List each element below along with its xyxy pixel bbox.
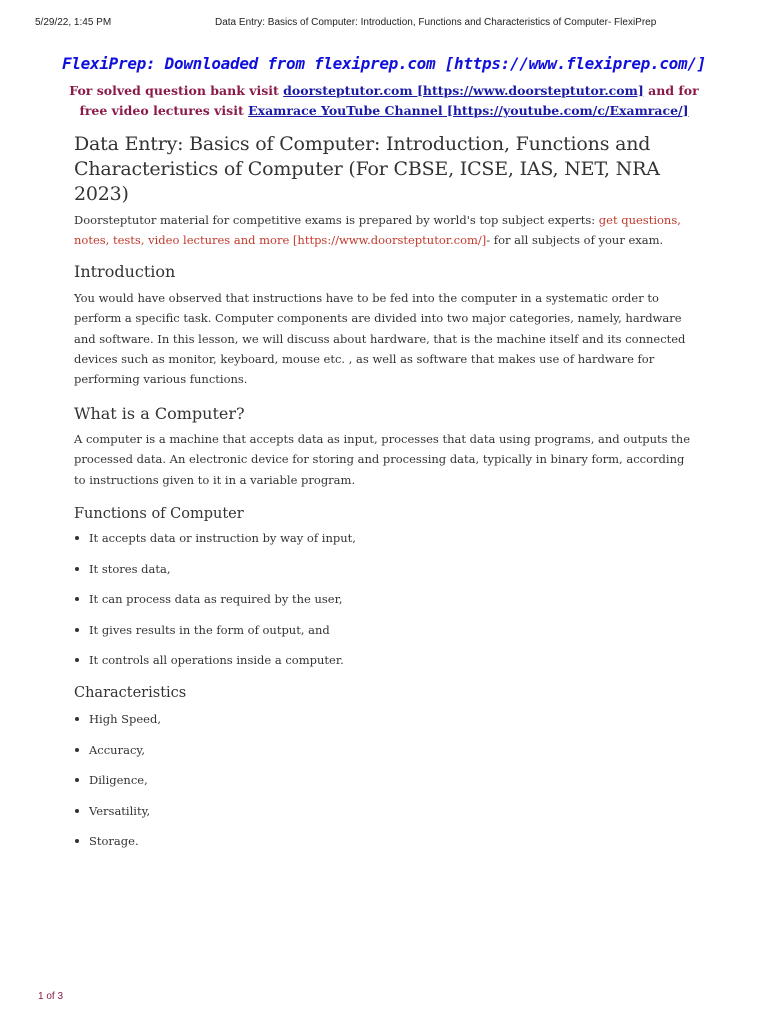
what-is-computer-heading: What is a Computer? [74,404,245,423]
print-header [0,17,768,31]
characteristics-heading: Characteristics [74,685,187,701]
promo-text-2: and for free video lectures visit [79,83,699,118]
lead-link[interactable]: get questions, notes, tests, video lectures and more [https://www.doorsteptutor.com/] [74,213,681,247]
introduction-heading: Introduction [74,262,176,281]
list-item: It controls all operations inside a computer. [89,653,698,684]
list-item: It can process data as required by the user, [89,592,698,623]
list-item: Versatility, [89,804,698,835]
list-item: It stores data, [89,562,698,593]
what-is-computer-text: A computer is a machine that accepts data as input, processes that data using programs, and outputs the processed data. An electronic device for storing and processing data, typically in binary form, according to instructions given to it in a variable program. [74,432,691,487]
lead-text: Doorsteptutor material for competitive exams is prepared by world's top subject experts: [74,213,599,227]
print-page-title: Data Entry: Basics of Computer: Introduction, Functions and Characteristics of Computer- FlexiPrep [215,17,657,28]
promo-notice [60,81,708,121]
lead-tail: - for all subjects of your exam. [486,233,664,247]
doorsteptutor-link[interactable]: doorsteptutor.com [https://www.doorsteptutor.com] [283,83,644,98]
article-lead [74,210,698,250]
list-item: High Speed, [89,712,698,743]
characteristics-list [74,712,698,865]
print-datetime: 5/29/22, 1:45 PM [35,17,112,28]
list-item: Diligence, [89,773,698,804]
page-number: 1 of 3 [38,991,64,1002]
list-item: It gives results in the form of output, and [89,623,698,654]
flexiprep-banner: FlexiPrep: Downloaded from flexiprep.com [https://www.flexiprep.com/] [62,54,706,73]
functions-list [74,531,698,684]
list-item: It accepts data or instruction by way of input, [89,531,698,562]
promo-text-1: For solved question bank visit [69,83,284,98]
examrace-youtube-link[interactable]: Examrace YouTube Channel [https://youtube.com/c/Examrace/] [248,103,689,118]
functions-heading: Functions of Computer [74,506,244,522]
article-title: Data Entry: Basics of Computer: Introduction, Functions and Characteristics of Computer (For CBSE, ICSE, IAS, NET, NRA 2023) [74,133,660,205]
list-item: Storage. [89,834,698,865]
introduction-text: You would have observed that instructions have to be fed into the computer in a systematic order to perform a specific task. Computer components are divided into two major categories, namely, hardware and software. In this lesson, we will discuss about hardware, that is the machine itself and its connected devices such as monitor, keyboard, mouse etc. , as well as software that makes use of hardware for performing various functions. [74,291,686,387]
list-item: Accuracy, [89,743,698,774]
